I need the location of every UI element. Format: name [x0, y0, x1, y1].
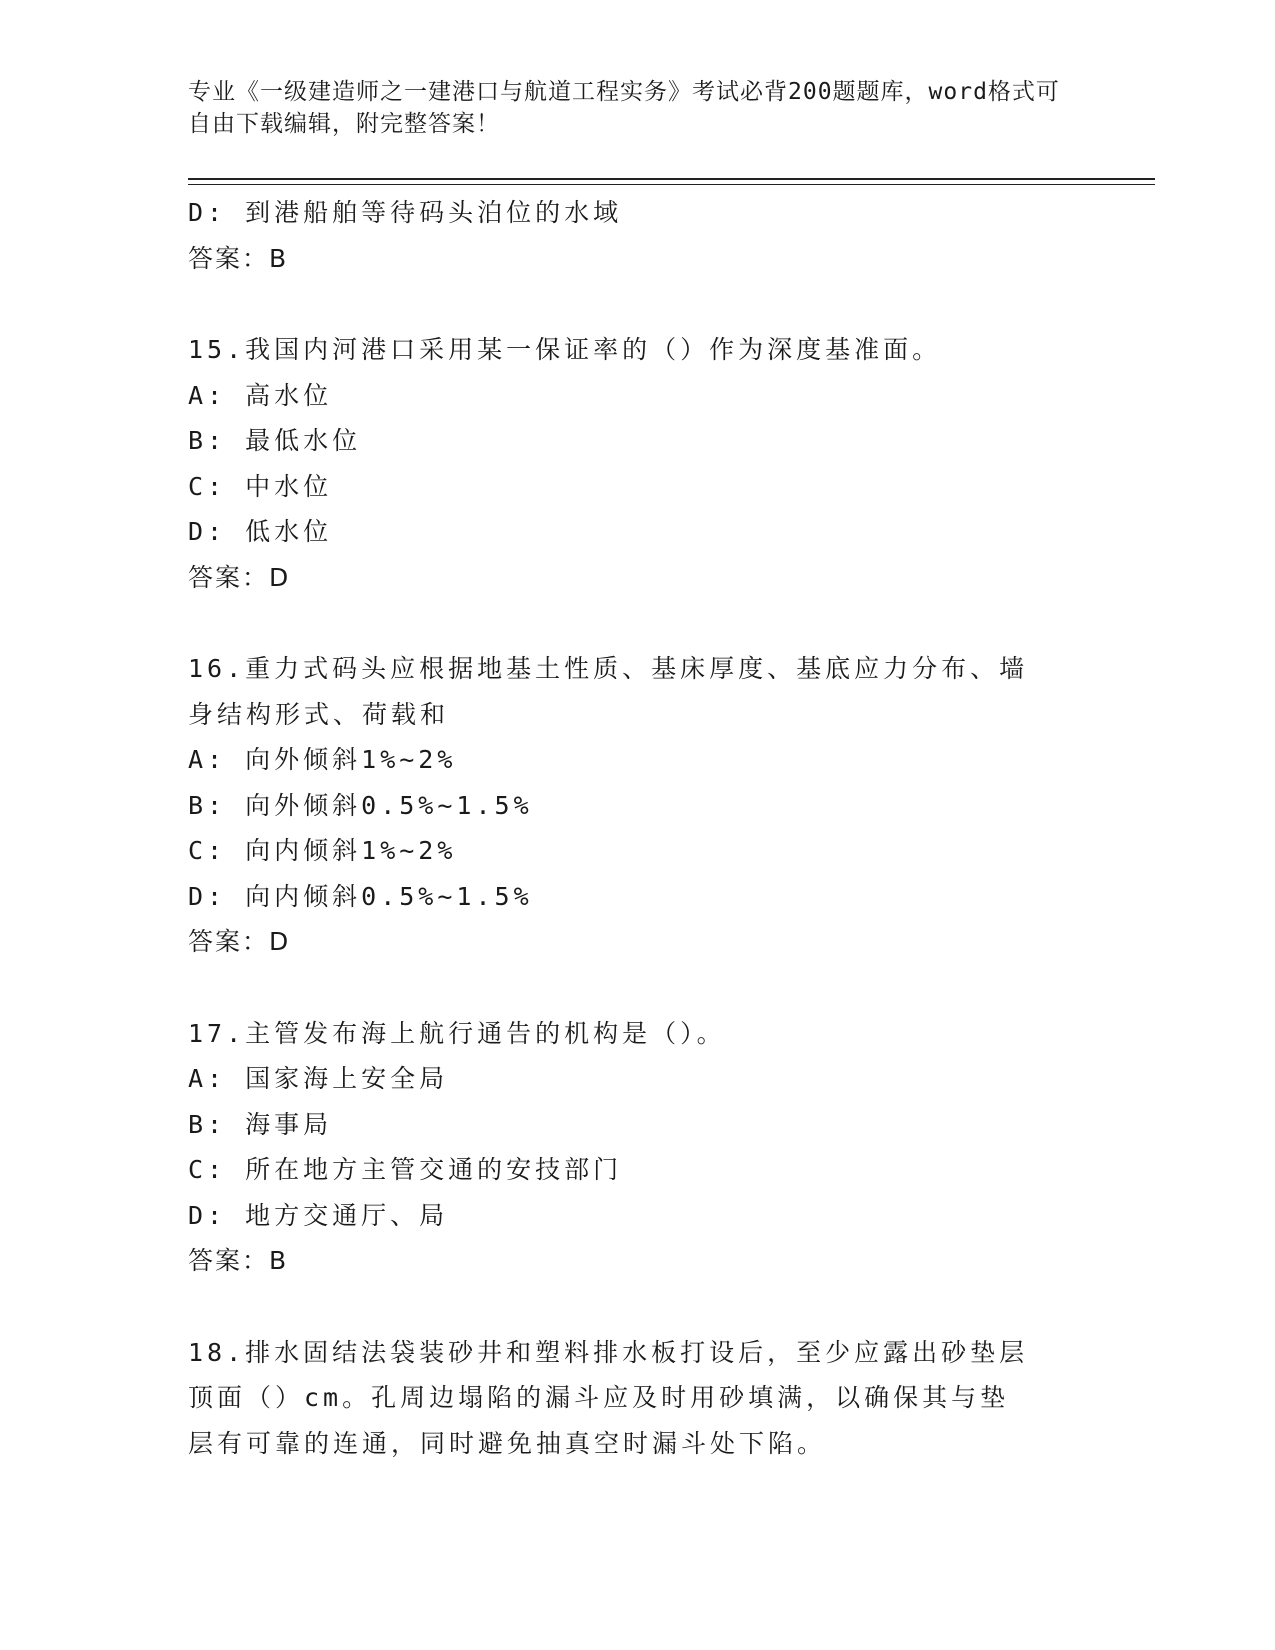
spacer [188, 1284, 1088, 1330]
question-16 [188, 646, 1088, 965]
spacer [188, 965, 1088, 1011]
option-b: B: 海事局 [188, 1109, 333, 1139]
answer-line: 答案：D [188, 562, 291, 592]
spacer [188, 281, 1088, 327]
option-d: D: 向内倾斜0.5%~1.5% [188, 881, 533, 911]
question-stem: 17.主管发布海上航行通告的机构是（）。 [188, 1018, 726, 1048]
option-c: C: 所在地方主管交通的安技部门 [188, 1155, 623, 1184]
answer-line: 答案：B [188, 1246, 289, 1275]
question-stem: 15.我国内河港口采用某一保证率的（）作为深度基准面。 [188, 335, 942, 364]
option-b: B: 最低水位 [188, 426, 362, 455]
option-c: C: 向内倾斜1%~2% [188, 836, 457, 865]
option-c: C: 中水位 [188, 471, 333, 501]
option-a: A: 国家海上安全局 [188, 1064, 449, 1093]
document-header: 专业《一级建造师之一建港口与航道工程实务》考试必背200题题库，word格式可自由下载编辑，附完整答案！ [188, 79, 1060, 137]
option-d: D: 地方交通厅、局 [188, 1200, 449, 1230]
spacer [188, 600, 1088, 646]
answer-line: 答案：B [188, 243, 289, 273]
option-d: D: 低水位 [188, 517, 333, 546]
answer-line: 答案：D [188, 927, 291, 956]
option-a: A: 高水位 [188, 380, 333, 410]
question-18 [188, 1330, 1088, 1467]
question-stem: 16.重力式码头应根据地基土性质、基床厚度、基底应力分布、墙身结构形式、荷载和 [188, 654, 1029, 729]
option-d: D: 到港船舶等待码头泊位的水域 [188, 198, 623, 227]
option-b: B: 向外倾斜0.5%~1.5% [188, 790, 533, 820]
header-rule-thick [188, 178, 1155, 180]
question-list [188, 190, 1088, 1466]
question-stem: 18.排水固结法袋装砂井和塑料排水板打设后，至少应露出砂垫层顶面（）cm。孔周边塌陷的漏斗应及时用砂填满，以确保其与垫层有可靠的连通，同时避免抽真空时漏斗处下陷。 [188, 1337, 1029, 1458]
question-17 [188, 1011, 1088, 1284]
question-15 [188, 327, 1088, 600]
option-a: A: 向外倾斜1%~2% [188, 745, 457, 774]
header-rule-thin [188, 184, 1155, 185]
